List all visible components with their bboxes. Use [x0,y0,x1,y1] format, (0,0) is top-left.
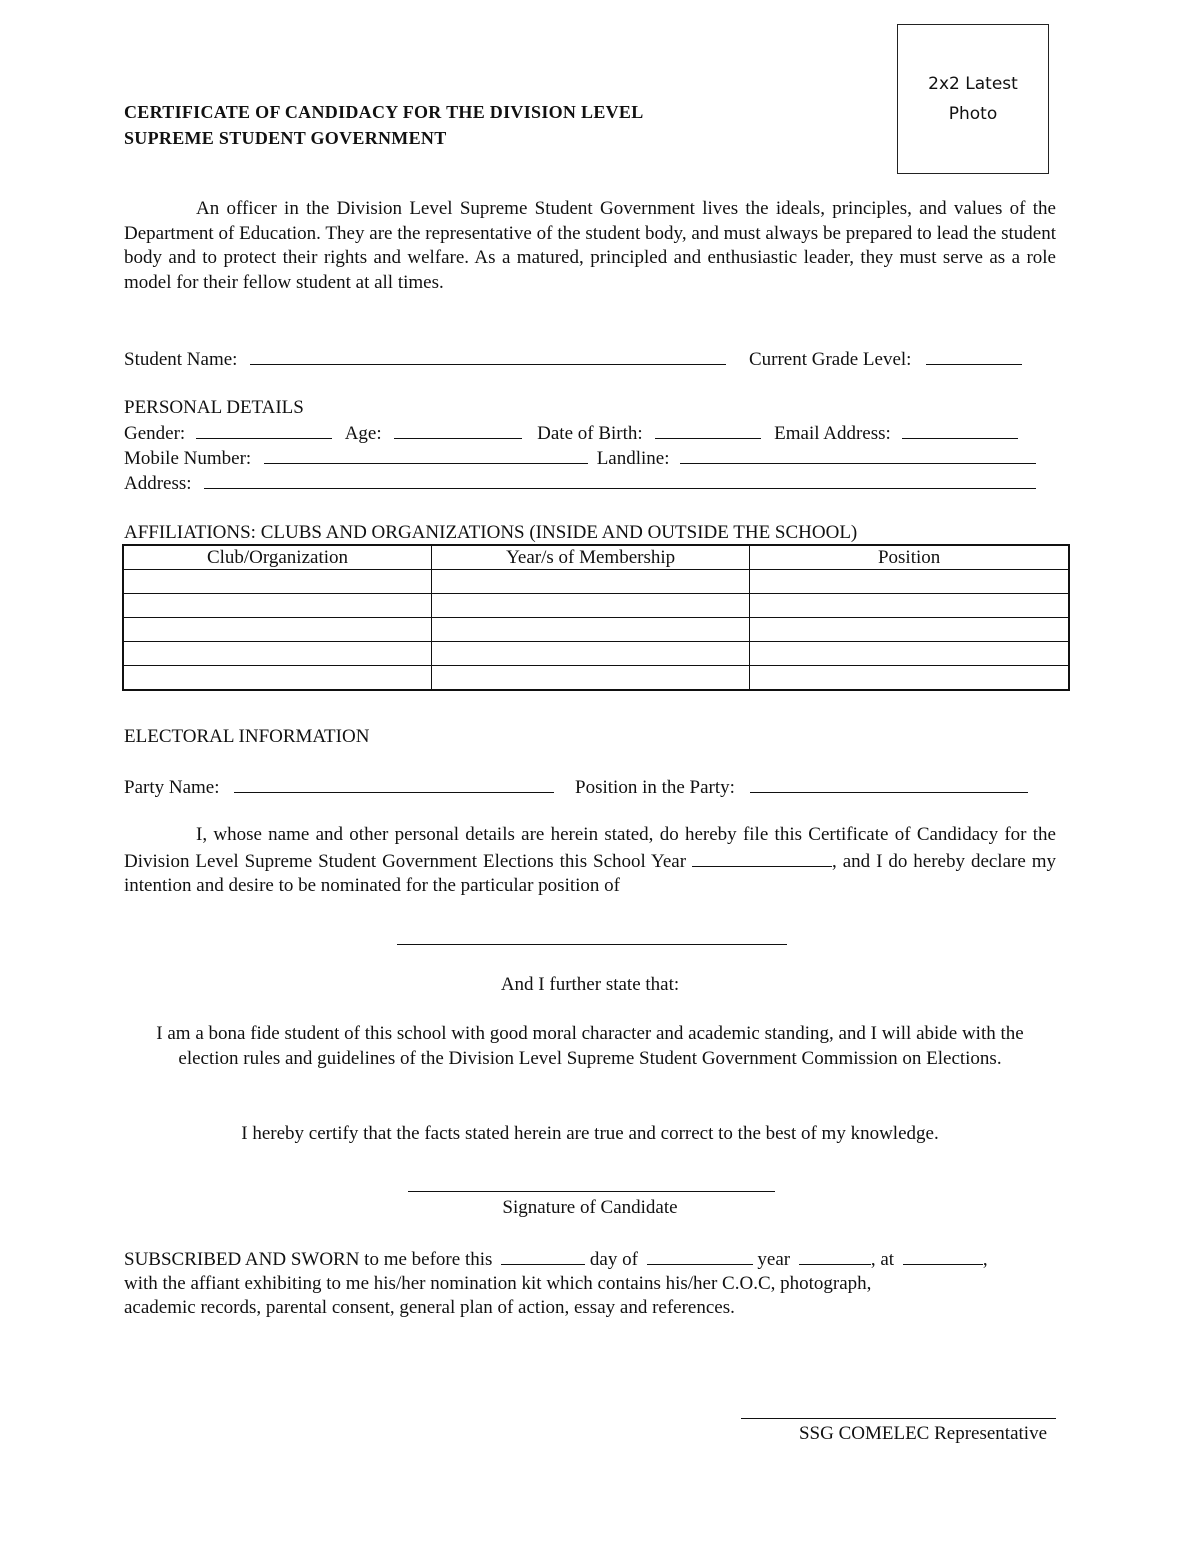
party-row [124,774,1028,800]
address-label: Address: [124,473,192,494]
column-header-position: Position [750,545,1069,570]
declaration-paragraph [124,823,1056,899]
electoral-heading: ELECTORAL INFORMATION [124,726,370,747]
personal-details-row-2 [124,445,1036,471]
bona-fide-paragraph: I am a bona fide student of this school with good moral character and academic standing, and I will abide with the election rules and guidelines of the Division Level Supreme Student Government Commission on Elections. [156,1023,1024,1069]
table-cell[interactable] [431,594,749,618]
candidate-signature-line[interactable] [408,1191,775,1192]
gender-label: Gender: [124,423,186,444]
school-year-field[interactable] [692,848,832,867]
party-position-label: Position in the Party: [575,777,735,798]
mobile-field[interactable] [264,445,588,464]
table-row [123,570,1069,594]
age-label: Age: [344,423,382,444]
table-cell[interactable] [750,642,1069,666]
affiliations-table [122,544,1070,691]
landline-field[interactable] [680,445,1036,464]
further-state-text: And I further state that: [500,974,680,995]
sworn-text-4: , at [870,1249,895,1270]
sworn-text-1: SUBSCRIBED AND SWORN to me before this [124,1249,493,1270]
certify-text: I hereby certify that the facts stated herein are true and correct to the best of my knowledge. [241,1123,939,1144]
sworn-text-5: , [982,1249,988,1270]
email-field[interactable] [902,420,1018,439]
sworn-line-3: academic records, parental consent, general plan of action, essay and references. [124,1297,735,1318]
table-cell[interactable] [750,570,1069,594]
signature-of-candidate-label: Signature of Candidate [502,1197,678,1218]
student-name-label: Student Name: [124,349,238,370]
table-row [123,594,1069,618]
title-line-2: SUPREME STUDENT GOVERNMENT [124,128,447,148]
address-field[interactable] [204,470,1036,489]
sworn-month-field[interactable] [647,1246,753,1265]
personal-details-row-1 [124,420,1018,446]
party-name-label: Party Name: [124,777,220,798]
table-cell[interactable] [123,618,431,642]
table-row [123,642,1069,666]
table-cell[interactable] [123,642,431,666]
landline-label: Landline: [596,448,670,469]
position-line-field[interactable] [397,944,787,945]
table-header-row [123,545,1069,570]
table-cell[interactable] [750,666,1069,691]
email-label: Email Address: [774,423,891,444]
intro-paragraph: An officer in the Division Level Supreme Student Government lives the ideals, principles, and values of the Department of Education. They are the representative of the student body, and must always be prepared to lead the student body and to protect their rights and welfare. As a matured, principled and enthusiastic leader, they must serve as a role model for their fellow student at all times. [124,198,1056,293]
table-row [123,618,1069,642]
declaration-text-a: I, whose name and other personal details are herein stated, do hereby file this Certificate of Candidacy for the Division Level Supreme Student Government Elections this School Year [124,824,1056,872]
dob-label: Date of Birth: [537,423,643,444]
personal-details-heading: PERSONAL DETAILS [124,397,304,418]
table-cell[interactable] [431,618,749,642]
sworn-text-3: year [757,1249,791,1270]
party-position-field[interactable] [750,774,1028,793]
document-title [124,99,644,151]
title-line-1: CERTIFICATE OF CANDIDACY FOR THE DIVISION LEVEL [124,102,644,122]
representative-signature-line[interactable] [741,1418,1056,1419]
personal-details-row-3 [124,470,1036,496]
table-row [123,666,1069,691]
table-cell[interactable] [431,666,749,691]
sworn-year-field[interactable] [799,1246,871,1265]
table-cell[interactable] [123,666,431,691]
student-name-field[interactable] [250,346,726,365]
declaration-text-b: , and I do hereby declare my intention and desire to be nominated for the particular position of [124,850,1056,896]
grade-level-label: Current Grade Level: [748,349,912,370]
table-cell[interactable] [431,570,749,594]
sworn-day-field[interactable] [501,1246,585,1265]
party-name-field[interactable] [234,774,554,793]
column-header-club: Club/Organization [123,545,431,570]
sworn-place-field[interactable] [903,1246,983,1265]
table-cell[interactable] [750,594,1069,618]
table-cell[interactable] [750,618,1069,642]
mobile-label: Mobile Number: [124,448,252,469]
representative-label: SSG COMELEC Representative [798,1423,1047,1444]
dob-field[interactable] [655,420,761,439]
photo-label-line-1: 2x2 Latest [928,74,1018,94]
sworn-line-1 [124,1246,988,1272]
age-field[interactable] [394,420,522,439]
gender-field[interactable] [196,420,332,439]
sworn-text-2: day of [589,1249,638,1270]
photo-placeholder-box[interactable] [897,24,1049,174]
sworn-line-2: with the affiant exhibiting to me his/her nomination kit which contains his/her C.O.C, photograph, [124,1273,872,1294]
affiliations-heading: AFFILIATIONS: CLUBS AND ORGANIZATIONS (INSIDE AND OUTSIDE THE SCHOOL) [124,522,858,543]
table-cell[interactable] [123,570,431,594]
photo-label-line-2: Photo [948,104,998,124]
student-name-row [124,346,1022,372]
table-cell[interactable] [431,642,749,666]
column-header-years: Year/s of Membership [431,545,749,570]
table-cell[interactable] [123,594,431,618]
grade-level-field[interactable] [926,346,1022,365]
